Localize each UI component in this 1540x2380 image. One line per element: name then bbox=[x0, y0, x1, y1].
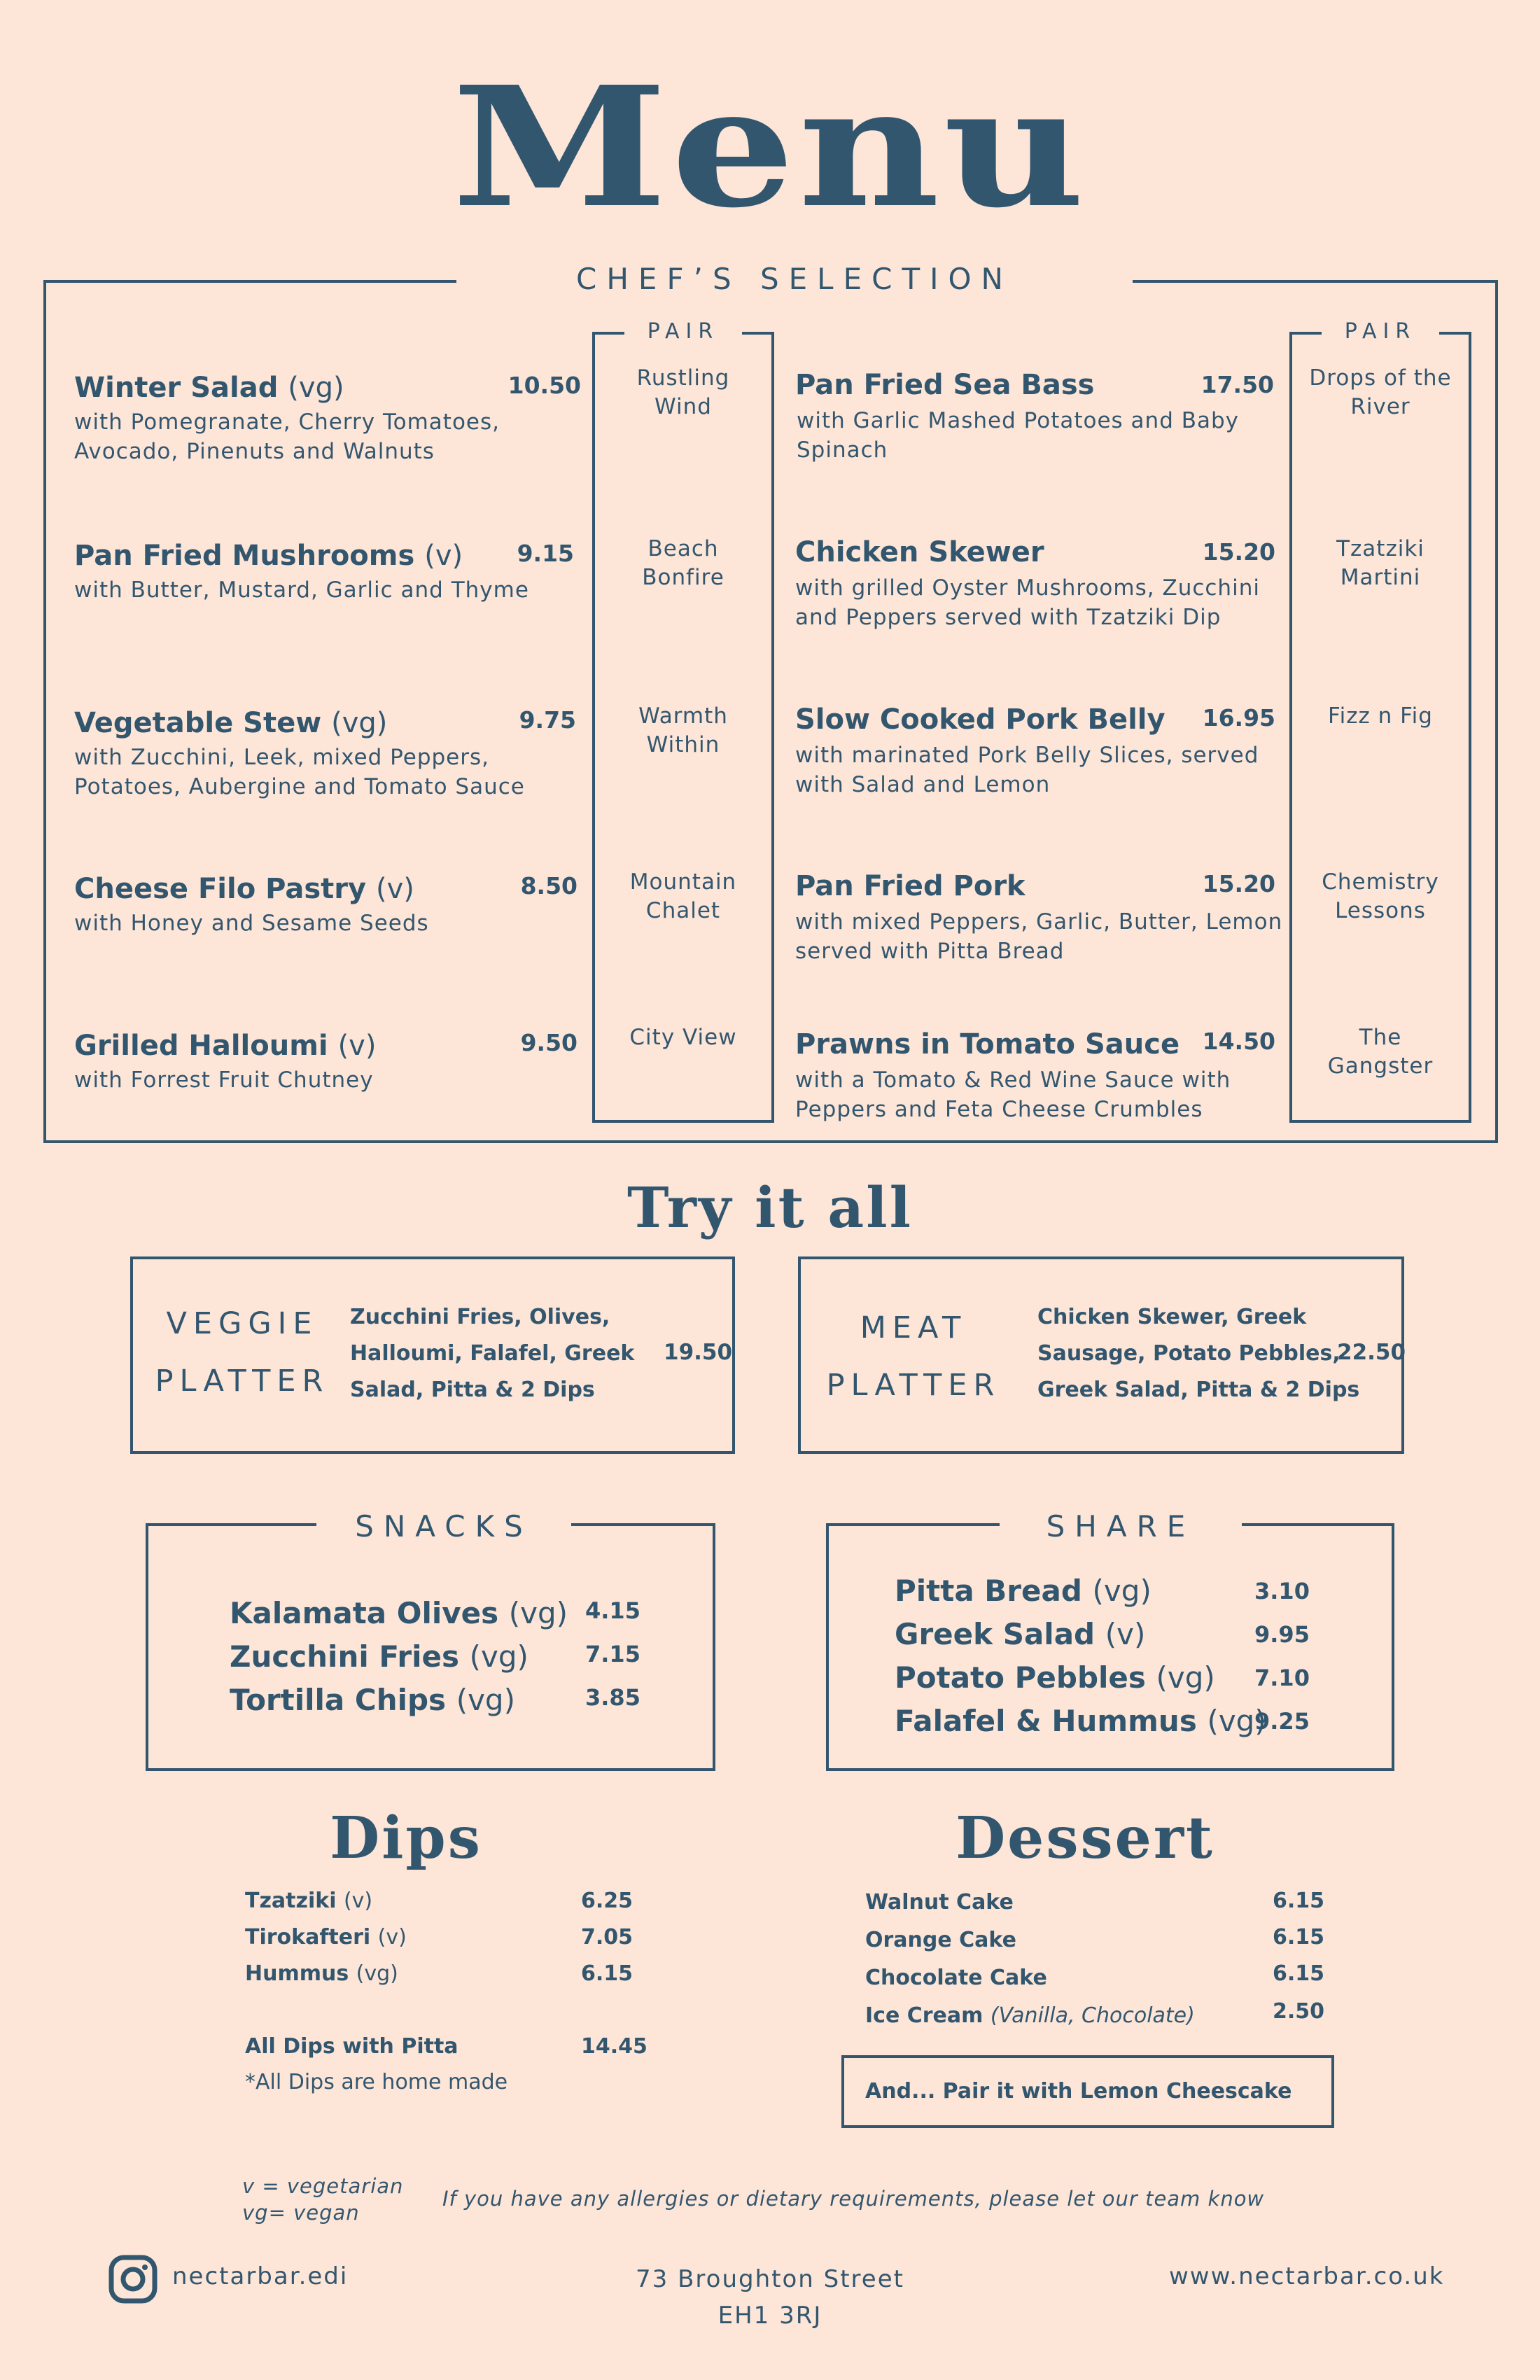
dish-price: 17.50 bbox=[1200, 371, 1274, 398]
dips-note: *All Dips are home made bbox=[245, 2070, 508, 2094]
veggie-platter-price: 19.50 bbox=[664, 1340, 733, 1365]
dish-description: with Butter, Mustard, Garlic and Thyme bbox=[74, 578, 529, 603]
dish-name: Winter Salad (vg) bbox=[74, 372, 344, 404]
pairing-name: Drops of the River bbox=[1309, 365, 1452, 419]
dessert-name: Ice Cream (Vanilla, Chocolate) bbox=[865, 2003, 1195, 2028]
dip-price: 7.05 bbox=[581, 1925, 634, 1949]
share-name: Potato Pebbles (vg) bbox=[895, 1660, 1215, 1695]
dish-description: with marinated Pork Belly Slices, served with Salad and Lemon bbox=[795, 743, 1259, 797]
meat-platter-price: 22.50 bbox=[1337, 1340, 1406, 1365]
dish-name: Prawns in Tomato Sauce bbox=[795, 1028, 1180, 1060]
share-price: 3.10 bbox=[1254, 1578, 1310, 1604]
dish-description: with grilled Oyster Mushrooms, Zucchini and Peppers served with Tzatziki Dip bbox=[795, 575, 1260, 630]
pairing-name: The Gangster bbox=[1327, 1025, 1434, 1079]
dip-name: Hummus (vg) bbox=[245, 1961, 398, 1986]
snack-price: 3.85 bbox=[585, 1684, 640, 1711]
chefs-selection-heading: CHEF’S SELECTION bbox=[456, 262, 1133, 297]
dish-name: Pan Fried Sea Bass bbox=[795, 369, 1095, 401]
dip-price: 6.15 bbox=[581, 1961, 634, 1986]
share-heading: SHARE bbox=[1000, 1509, 1242, 1544]
website-link[interactable]: www.nectarbar.co.uk bbox=[1169, 2262, 1445, 2290]
pairing-name: Chemistry Lessons bbox=[1322, 869, 1439, 923]
pair-label-right: PAIR bbox=[1322, 319, 1439, 344]
snack-name: Zucchini Fries (vg) bbox=[230, 1639, 528, 1674]
pairing-name: Warmth Within bbox=[638, 704, 728, 757]
share-name: Falafel & Hummus (vg) bbox=[895, 1704, 1266, 1738]
dish-description: with Honey and Sesame Seeds bbox=[74, 911, 429, 936]
share-name: Greek Salad (v) bbox=[895, 1617, 1146, 1651]
snack-price: 7.15 bbox=[585, 1641, 640, 1667]
dessert-price: 6.15 bbox=[1273, 1889, 1325, 1913]
dip-price: 6.25 bbox=[581, 1889, 634, 1913]
meat-platter-label: MEAT PLATTER bbox=[826, 1310, 1001, 1403]
dessert-name: Chocolate Cake bbox=[865, 1966, 1047, 1990]
dessert-name: Orange Cake bbox=[865, 1928, 1016, 1952]
pairing-name: City View bbox=[629, 1025, 737, 1050]
dish-name: Chicken Skewer bbox=[795, 536, 1044, 568]
dish-description: with Pomegranate, Cherry Tomatoes, Avocado, Pinenuts and Walnuts bbox=[74, 410, 500, 464]
address: 73 Broughton Street EH1 3RJ bbox=[636, 2265, 904, 2330]
dips-heading: Dips bbox=[330, 1805, 482, 1872]
dessert-price: 6.15 bbox=[1273, 1925, 1325, 1949]
dish-description: with a Tomato & Red Wine Sauce with Peppers and Feta Cheese Crumbles bbox=[795, 1068, 1231, 1122]
dip-name: Tirokafteri (v) bbox=[245, 1925, 407, 1949]
snack-name: Tortilla Chips (vg) bbox=[230, 1683, 515, 1717]
dish-price: 9.15 bbox=[517, 540, 574, 567]
pairing-name: Mountain Chalet bbox=[629, 869, 737, 923]
pair-label-left: PAIR bbox=[624, 319, 742, 344]
dessert-heading: Dessert bbox=[955, 1805, 1214, 1872]
snacks-heading: SNACKS bbox=[316, 1509, 571, 1544]
dish-name: Pan Fried Pork bbox=[795, 870, 1026, 902]
all-dips-price: 14.45 bbox=[581, 2034, 648, 2059]
dish-price: 10.50 bbox=[507, 372, 581, 399]
dish-price: 16.95 bbox=[1202, 704, 1275, 732]
veggie-platter-label: VEGGIE PLATTER bbox=[155, 1306, 330, 1399]
dish-name: Pan Fried Mushrooms (v) bbox=[74, 540, 463, 572]
dish-price: 14.50 bbox=[1202, 1028, 1275, 1055]
share-name: Pitta Bread (vg) bbox=[895, 1574, 1152, 1608]
dish-description: with Zucchini, Leek, mixed Peppers, Potatoes, Aubergine and Tomato Sauce bbox=[74, 745, 525, 799]
dietary-legend: v = vegetarian vg= vegan bbox=[242, 2174, 404, 2225]
try-it-all-heading: Try it all bbox=[626, 1175, 913, 1240]
meat-platter-items: Chicken Skewer, Greek Sausage, Potato Pebbles, Greek Salad, Pitta & 2 Dips bbox=[1037, 1305, 1360, 1402]
veggie-platter-items: Zucchini Fries, Olives, Halloumi, Falafel, Greek Salad, Pitta & 2 Dips bbox=[350, 1305, 635, 1402]
dish-description: with Garlic Mashed Potatoes and Baby Spinach bbox=[797, 408, 1240, 463]
dish-description: with Forrest Fruit Chutney bbox=[74, 1068, 374, 1093]
pairing-name: Rustling Wind bbox=[636, 365, 730, 419]
dish-price: 9.75 bbox=[519, 706, 576, 734]
dish-price: 15.20 bbox=[1202, 538, 1275, 566]
snack-name: Kalamata Olives (vg) bbox=[230, 1596, 568, 1630]
dessert-price: 2.50 bbox=[1273, 1999, 1325, 2024]
dish-price: 9.50 bbox=[520, 1029, 578, 1056]
dessert-name: Walnut Cake bbox=[865, 1890, 1014, 1914]
share-price: 7.10 bbox=[1254, 1665, 1310, 1691]
pairing-name: Fizz n Fig bbox=[1328, 704, 1433, 729]
all-dips-name: All Dips with Pitta bbox=[245, 2034, 458, 2059]
pairing-name: Tzatziki Martini bbox=[1336, 536, 1424, 590]
snack-price: 4.15 bbox=[585, 1597, 640, 1624]
dish-price: 8.50 bbox=[520, 872, 578, 899]
pairing-name: Beach Bonfire bbox=[642, 536, 724, 590]
cheesecake-pair-text: And... Pair it with Lemon Cheescake bbox=[865, 2079, 1292, 2104]
dish-name: Cheese Filo Pastry (v) bbox=[74, 873, 414, 905]
dish-name: Grilled Halloumi (v) bbox=[74, 1030, 377, 1062]
dessert-price: 6.15 bbox=[1273, 1961, 1325, 1986]
dip-name: Tzatziki (v) bbox=[245, 1889, 373, 1913]
dish-name: Slow Cooked Pork Belly bbox=[795, 704, 1166, 736]
dish-description: with mixed Peppers, Garlic, Butter, Lemon served with Pitta Bread bbox=[795, 909, 1283, 964]
dish-price: 15.20 bbox=[1202, 870, 1275, 897]
share-price: 9.25 bbox=[1254, 1708, 1310, 1735]
allergy-note: If you have any allergies or dietary requirements, please let our team know bbox=[442, 2187, 1265, 2211]
share-price: 9.95 bbox=[1254, 1621, 1310, 1648]
instagram-handle[interactable]: nectarbar.edi bbox=[172, 2262, 349, 2290]
instagram-icon[interactable] bbox=[108, 2254, 158, 2304]
menu-title: Menu bbox=[451, 50, 1088, 244]
dish-name: Vegetable Stew (vg) bbox=[74, 707, 388, 739]
